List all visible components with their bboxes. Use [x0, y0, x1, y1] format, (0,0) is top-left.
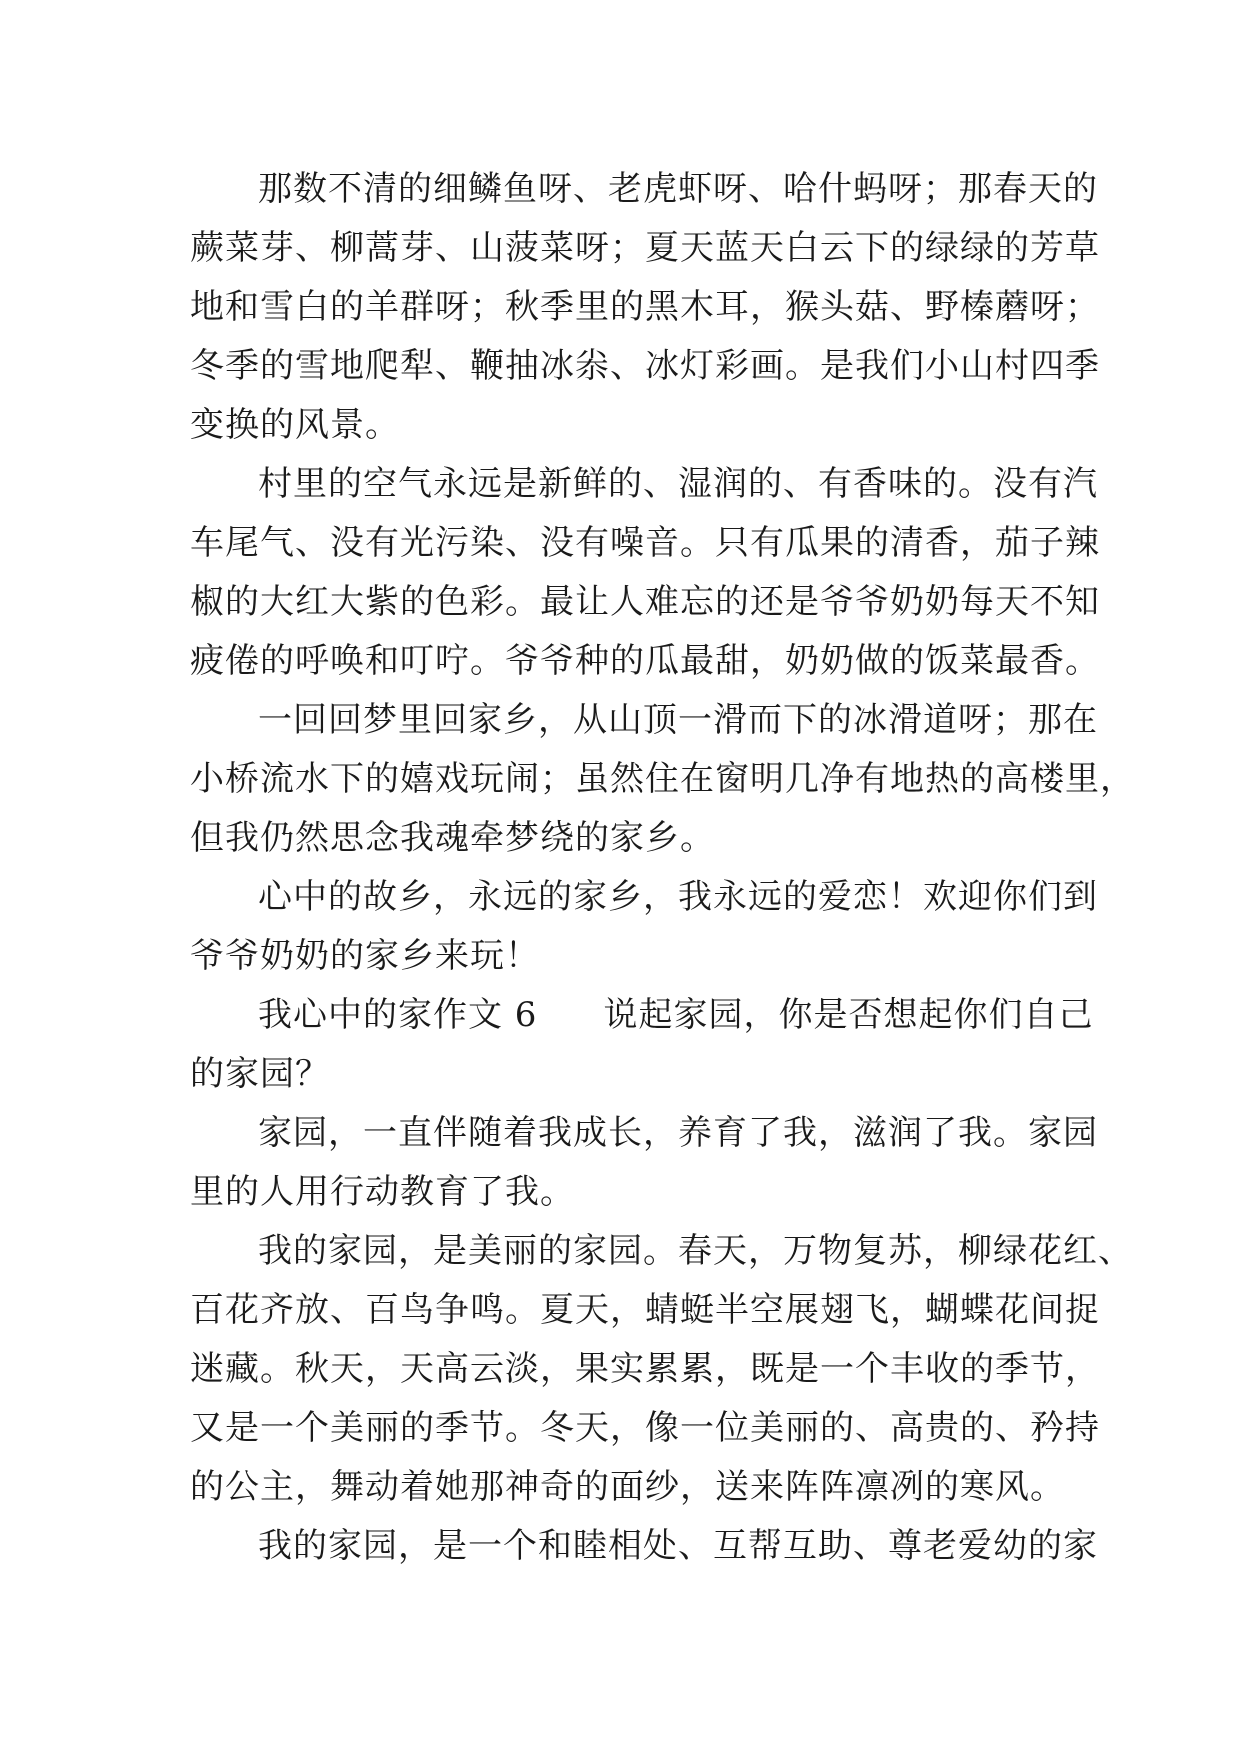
text-line: 蕨菜芽、柳蒿芽、山菠菜呀；夏天蓝天白云下的绿绿的芳草 — [190, 228, 1100, 268]
text-line: 又是一个美丽的季节。冬天，像一位美丽的、高贵的、矜持 — [190, 1408, 1100, 1448]
paragraph-welcome — [190, 868, 1098, 986]
text-line: 我的家园，是美丽的家园。春天，万物复苏，柳绿花红、 — [258, 1231, 1133, 1271]
text-line: 村里的空气永远是新鲜的、湿润的、有香味的。没有汽 — [258, 464, 1098, 504]
essay-title: 我心中的家作文 6 — [258, 995, 538, 1035]
article-body — [190, 160, 1135, 1576]
text-line: 车尾气、没有光污染、没有噪音。只有瓜果的清香，茄子辣 — [190, 523, 1100, 563]
paragraph-essay-six-intro — [190, 986, 1094, 1104]
text-line: 的家园？ — [190, 1054, 330, 1094]
paragraph-hometown-scenery — [190, 160, 1100, 455]
essay-heading-line — [190, 986, 1094, 1045]
paragraph-harmonious-home — [190, 1517, 1098, 1576]
text-line: 爷爷奶奶的家乡来玩！ — [190, 936, 540, 976]
text-line: 椒的大红大紫的色彩。最让人难忘的还是爷爷奶奶每天不知 — [190, 582, 1100, 622]
text-line: 变换的风景。 — [190, 405, 400, 445]
paragraph-home-nurtures — [190, 1104, 1098, 1222]
paragraph-dream-hometown — [190, 691, 1135, 868]
text-line: 我的家园，是一个和睦相处、互帮互助、尊老爱幼的家 — [258, 1526, 1098, 1566]
text-line: 小桥流水下的嬉戏玩闹；虽然住在窗明几净有地热的高楼里， — [190, 759, 1135, 799]
text-line: 里的人用行动教育了我。 — [190, 1172, 575, 1212]
text-line: 一回回梦里回家乡，从山顶一滑而下的冰滑道呀；那在 — [258, 700, 1098, 740]
text-line: 的公主，舞动着她那神奇的面纱，送来阵阵凛冽的寒风。 — [190, 1467, 1065, 1507]
paragraph-beautiful-home — [190, 1222, 1133, 1517]
essay-opening-text: 说起家园，你是否想起你们自己 — [603, 995, 1094, 1035]
text-line: 迷藏。秋天，天高云淡，果实累累，既是一个丰收的季节， — [190, 1349, 1100, 1389]
text-line: 地和雪白的羊群呀；秋季里的黑木耳，猴头菇、野榛蘑呀； — [190, 287, 1100, 327]
text-line: 百花齐放、百鸟争鸣。夏天，蜻蜓半空展翅飞，蝴蝶花间捉 — [190, 1290, 1100, 1330]
text-line: 心中的故乡，永远的家乡，我永远的爱恋！欢迎你们到 — [258, 877, 1098, 917]
text-line: 但我仍然思念我魂牵梦绕的家乡。 — [190, 818, 715, 858]
text-line: 冬季的雪地爬犁、鞭抽冰尜、冰灯彩画。是我们小山村四季 — [190, 346, 1100, 386]
text-line: 那数不清的细鳞鱼呀、老虎虾呀、哈什蚂呀；那春天的 — [258, 169, 1098, 209]
paragraph-village-air — [190, 455, 1100, 691]
text-line: 家园，一直伴随着我成长，养育了我，滋润了我。家园 — [258, 1113, 1098, 1153]
text-line: 疲倦的呼唤和叮咛。爷爷种的瓜最甜，奶奶做的饭菜最香。 — [190, 641, 1100, 681]
